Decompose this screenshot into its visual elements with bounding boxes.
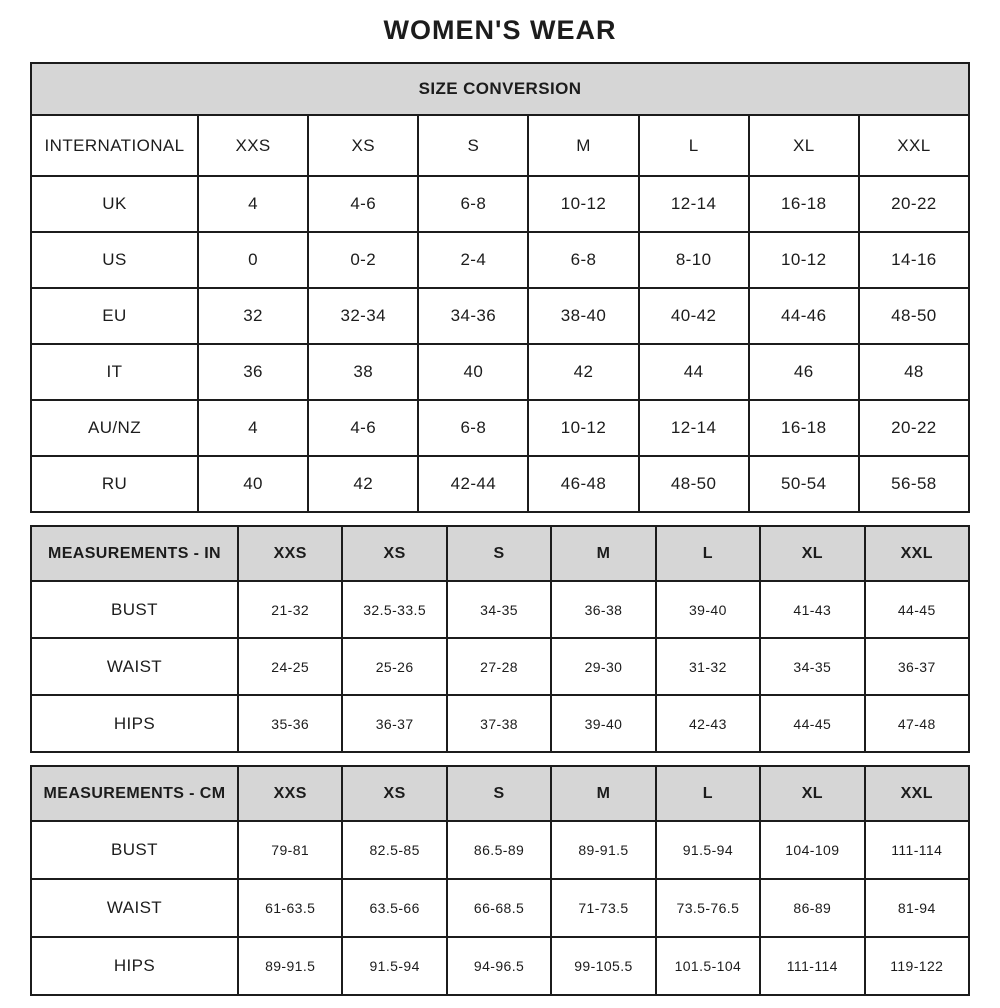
size-cell: 16-18 [749, 176, 859, 232]
measure-cell: 47-48 [865, 695, 969, 752]
column-header-l: L [656, 766, 760, 821]
table-row-eu [31, 288, 969, 344]
measure-cell: 37-38 [447, 695, 551, 752]
measure-cell: 111-114 [865, 821, 969, 879]
size-cell: 42-44 [418, 456, 528, 512]
measure-cell: 25-26 [342, 638, 446, 695]
measurements-cm-table [30, 765, 970, 996]
size-cell: 4-6 [308, 400, 418, 456]
size-cell: 50-54 [749, 456, 859, 512]
size-cell: 56-58 [859, 456, 969, 512]
measure-cell: 41-43 [760, 581, 864, 638]
measure-cell: 73.5-76.5 [656, 879, 760, 937]
measure-cell: 21-32 [238, 581, 342, 638]
measure-cell: 91.5-94 [342, 937, 446, 995]
size-cell: 40 [198, 456, 308, 512]
size-cell: 38 [308, 344, 418, 400]
measure-cell: 61-63.5 [238, 879, 342, 937]
measure-cell: 31-32 [656, 638, 760, 695]
size-cell: 20-22 [859, 400, 969, 456]
size-cell: 10-12 [749, 232, 859, 288]
column-header-s: S [447, 526, 551, 581]
size-cell: 48-50 [639, 456, 749, 512]
column-header-xl: XL [749, 115, 859, 176]
size-cell: 4 [198, 400, 308, 456]
table-row-hips-in [31, 695, 969, 752]
measure-cell: 101.5-104 [656, 937, 760, 995]
measure-cell: 89-91.5 [551, 821, 655, 879]
column-header-xxs: XXS [238, 766, 342, 821]
column-header-l: L [656, 526, 760, 581]
column-header-xxl: XXL [865, 526, 969, 581]
table-row-hips-cm [31, 937, 969, 995]
row-label-eu: EU [31, 288, 198, 344]
column-header-m: M [551, 526, 655, 581]
size-cell: 6-8 [418, 400, 528, 456]
measure-cell: 44-45 [865, 581, 969, 638]
size-cell: 8-10 [639, 232, 749, 288]
measure-cell: 104-109 [760, 821, 864, 879]
size-cell: 12-14 [639, 400, 749, 456]
row-label-us: US [31, 232, 198, 288]
size-cell: 6-8 [418, 176, 528, 232]
column-header-international: INTERNATIONAL [31, 115, 198, 176]
column-header-m: M [528, 115, 638, 176]
measure-cell: 79-81 [238, 821, 342, 879]
size-cell: 10-12 [528, 176, 638, 232]
size-cell: 44 [639, 344, 749, 400]
measure-cell: 71-73.5 [551, 879, 655, 937]
row-label-uk: UK [31, 176, 198, 232]
column-header-xs: XS [342, 766, 446, 821]
column-header-xxl: XXL [859, 115, 969, 176]
size-cell: 32 [198, 288, 308, 344]
measure-cell: 86.5-89 [447, 821, 551, 879]
measure-cell: 24-25 [238, 638, 342, 695]
row-label-bust: BUST [31, 821, 238, 879]
table-row-waist-cm [31, 879, 969, 937]
column-header-xl: XL [760, 526, 864, 581]
size-cell: 40 [418, 344, 528, 400]
measurements-in-table [30, 525, 970, 753]
measure-cell: 35-36 [238, 695, 342, 752]
measurements-cm-title: MEASUREMENTS - CM [31, 766, 238, 821]
table-row-bust-cm [31, 821, 969, 879]
size-cell: 16-18 [749, 400, 859, 456]
column-header-xxl: XXL [865, 766, 969, 821]
row-label-waist: WAIST [31, 638, 238, 695]
column-header-xxs: XXS [198, 115, 308, 176]
row-label-aunz: AU/NZ [31, 400, 198, 456]
size-cell: 48 [859, 344, 969, 400]
size-cell: 46 [749, 344, 859, 400]
row-label-it: IT [31, 344, 198, 400]
measure-cell: 27-28 [447, 638, 551, 695]
column-header-s: S [447, 766, 551, 821]
table-row-waist-in [31, 638, 969, 695]
size-cell: 38-40 [528, 288, 638, 344]
column-header-xs: XS [342, 526, 446, 581]
size-conversion-title: SIZE CONVERSION [31, 63, 969, 115]
size-cell: 0-2 [308, 232, 418, 288]
size-cell: 40-42 [639, 288, 749, 344]
size-cell: 46-48 [528, 456, 638, 512]
column-header-m: M [551, 766, 655, 821]
measure-cell: 86-89 [760, 879, 864, 937]
size-conversion-table [30, 62, 970, 513]
measure-cell: 44-45 [760, 695, 864, 752]
measurements-cm-header-row [31, 766, 969, 821]
measure-cell: 63.5-66 [342, 879, 446, 937]
size-cell: 34-36 [418, 288, 528, 344]
size-cell: 44-46 [749, 288, 859, 344]
column-header-s: S [418, 115, 528, 176]
size-cell: 4 [198, 176, 308, 232]
page-title: WOMEN'S WEAR [383, 15, 617, 45]
measure-cell: 36-38 [551, 581, 655, 638]
row-label-hips: HIPS [31, 937, 238, 995]
size-cell: 48-50 [859, 288, 969, 344]
table-row-us [31, 232, 969, 288]
measure-cell: 82.5-85 [342, 821, 446, 879]
measure-cell: 66-68.5 [447, 879, 551, 937]
measure-cell: 99-105.5 [551, 937, 655, 995]
size-cell: 6-8 [528, 232, 638, 288]
size-cell: 36 [198, 344, 308, 400]
row-label-waist: WAIST [31, 879, 238, 937]
measure-cell: 89-91.5 [238, 937, 342, 995]
table-row-aunz [31, 400, 969, 456]
size-cell: 12-14 [639, 176, 749, 232]
row-label-hips: HIPS [31, 695, 238, 752]
measure-cell: 36-37 [865, 638, 969, 695]
table-row-it [31, 344, 969, 400]
column-header-l: L [639, 115, 749, 176]
measure-cell: 81-94 [865, 879, 969, 937]
measure-cell: 111-114 [760, 937, 864, 995]
measurements-in-header-row [31, 526, 969, 581]
measure-cell: 91.5-94 [656, 821, 760, 879]
column-header-xl: XL [760, 766, 864, 821]
measure-cell: 39-40 [656, 581, 760, 638]
measure-cell: 34-35 [447, 581, 551, 638]
size-cell: 0 [198, 232, 308, 288]
size-cell: 2-4 [418, 232, 528, 288]
measure-cell: 119-122 [865, 937, 969, 995]
size-cell: 42 [308, 456, 418, 512]
size-cell: 10-12 [528, 400, 638, 456]
size-cell: 4-6 [308, 176, 418, 232]
size-cell: 20-22 [859, 176, 969, 232]
measure-cell: 29-30 [551, 638, 655, 695]
row-label-ru: RU [31, 456, 198, 512]
measure-cell: 42-43 [656, 695, 760, 752]
size-conversion-columns-row [31, 115, 969, 176]
table-row-ru [31, 456, 969, 512]
size-cell: 42 [528, 344, 638, 400]
column-header-xs: XS [308, 115, 418, 176]
measure-cell: 34-35 [760, 638, 864, 695]
size-cell: 14-16 [859, 232, 969, 288]
column-header-xxs: XXS [238, 526, 342, 581]
size-cell: 32-34 [308, 288, 418, 344]
measure-cell: 32.5-33.5 [342, 581, 446, 638]
table-row-bust-in [31, 581, 969, 638]
table-row-uk [31, 176, 969, 232]
measurements-in-title: MEASUREMENTS - IN [31, 526, 238, 581]
row-label-bust: BUST [31, 581, 238, 638]
measure-cell: 94-96.5 [447, 937, 551, 995]
measure-cell: 39-40 [551, 695, 655, 752]
size-conversion-header-row [31, 63, 969, 115]
measure-cell: 36-37 [342, 695, 446, 752]
